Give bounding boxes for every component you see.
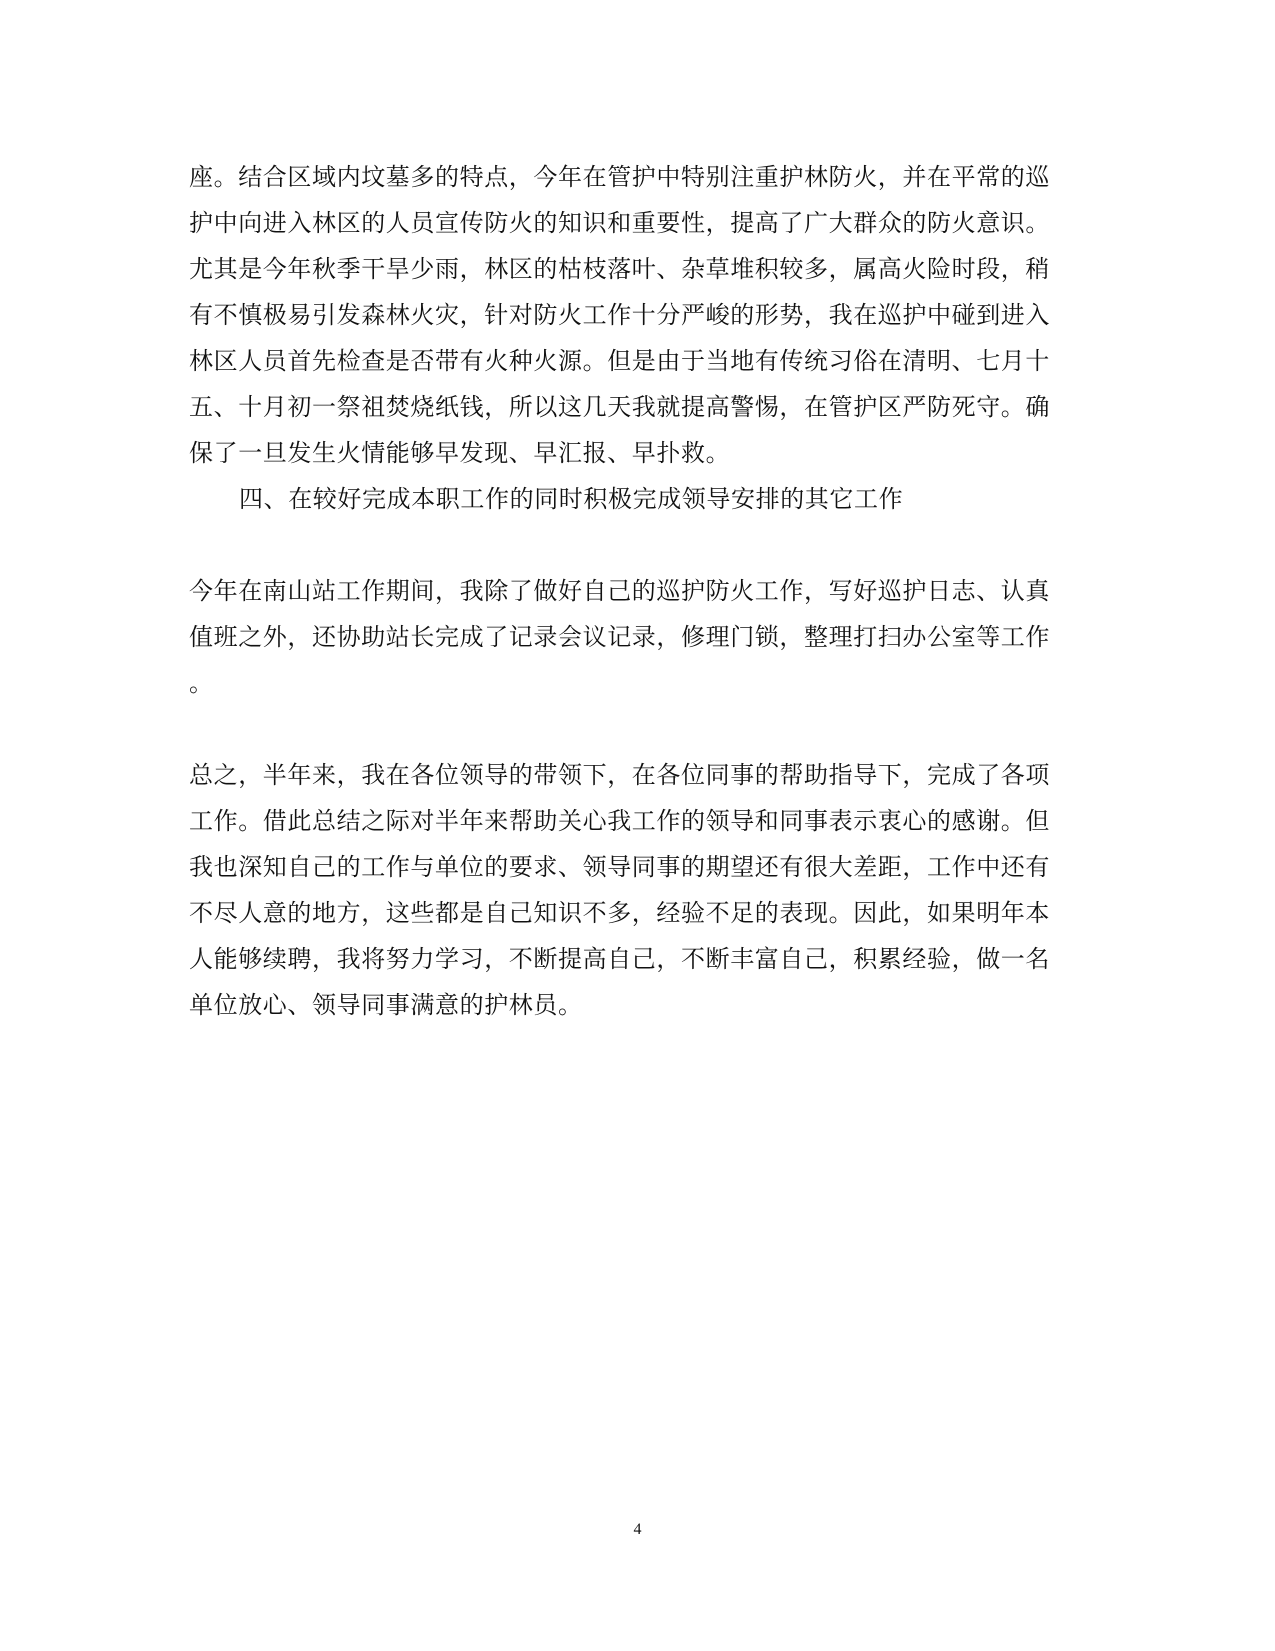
paragraph-2-line-3: 。 — [189, 669, 214, 697]
paragraph-3-line-4: 不尽人意的地方，这些都是自己知识不多，经验不足的表现。因此，如果明年本 — [189, 899, 1050, 927]
paragraph-1-line-3: 尤其是今年秋季干旱少雨，林区的枯枝落叶、杂草堆积较多，属高火险时段，稍 — [189, 255, 1050, 283]
page-number: 4 — [633, 1521, 642, 1538]
paragraph-3-line-1: 总之，半年来，我在各位领导的带领下，在各位同事的帮助指导下，完成了各项 — [189, 761, 1050, 789]
paragraph-1-line-2: 护中向进入林区的人员宣传防火的知识和重要性，提高了广大群众的防火意识。 — [189, 209, 1050, 237]
section-heading: 四、在较好完成本职工作的同时积极完成领导安排的其它工作 — [239, 485, 904, 513]
paragraph-1-line-7: 保了一旦发生火情能够早发现、早汇报、早扑救。 — [189, 439, 731, 467]
paragraph-1-line-5: 林区人员首先检查是否带有火种火源。但是由于当地有传统习俗在清明、七月十 — [189, 347, 1050, 375]
paragraph-2-line-1: 今年在南山站工作期间，我除了做好自己的巡护防火工作，写好巡护日志、认真 — [189, 577, 1050, 605]
paragraph-2-line-2: 值班之外，还协助站长完成了记录会议记录，修理门锁，整理打扫办公室等工作 — [189, 623, 1050, 651]
paragraph-1-line-1: 座。结合区域内坟墓多的特点，今年在管护中特别注重护林防火，并在平常的巡 — [189, 163, 1050, 191]
paragraph-1-line-6: 五、十月初一祭祖焚烧纸钱，所以这几天我就提高警惕，在管护区严防死守。确 — [189, 393, 1050, 421]
paragraph-3-line-6: 单位放心、领导同事满意的护林员。 — [189, 991, 583, 1019]
paragraph-3-line-3: 我也深知自己的工作与单位的要求、领导同事的期望还有很大差距，工作中还有 — [189, 853, 1050, 881]
paragraph-1-line-4: 有不慎极易引发森林火灾，针对防火工作十分严峻的形势，我在巡护中碰到进入 — [189, 301, 1050, 329]
paragraph-3-line-5: 人能够续聘，我将努力学习，不断提高自己，不断丰富自己，积累经验，做一名 — [189, 945, 1050, 973]
paragraph-3-line-2: 工作。借此总结之际对半年来帮助关心我工作的领导和同事表示衷心的感谢。但 — [189, 807, 1050, 835]
